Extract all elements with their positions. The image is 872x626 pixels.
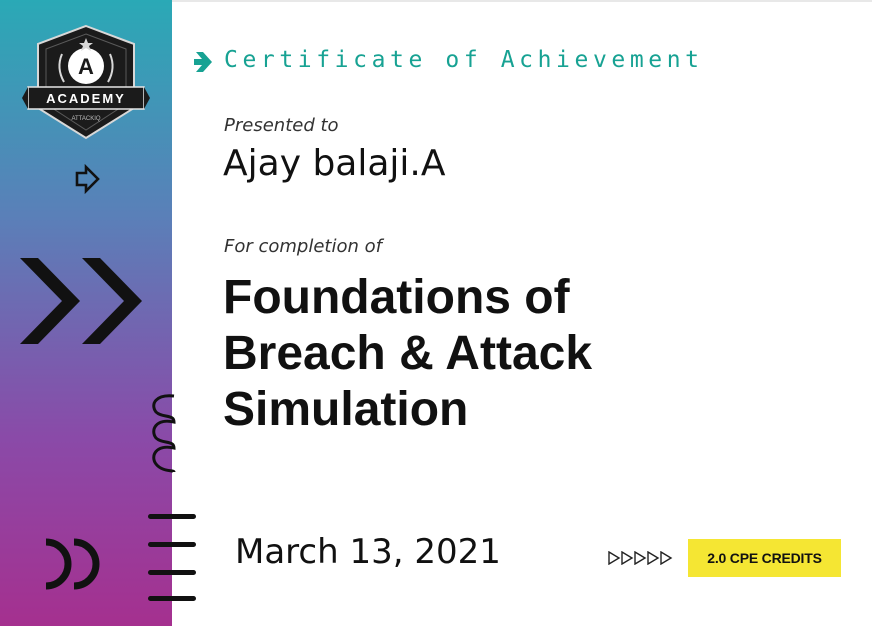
academy-logo — [22, 24, 150, 142]
presented-label: Presented to — [224, 115, 339, 136]
stacked-bars-icon — [148, 512, 198, 604]
coil-icon — [148, 392, 178, 476]
course-title-line-2: Breach & Attack — [223, 327, 593, 380]
certificate-title: Certificate of Achievement — [224, 47, 704, 73]
course-title-line-3: Simulation — [223, 383, 469, 436]
completion-date: March 13, 2021 — [235, 532, 501, 572]
double-chevron-icon — [20, 258, 152, 344]
course-title — [223, 270, 783, 438]
cpe-credits-badge: 2.0 CPE CREDITS — [688, 539, 841, 577]
top-border — [172, 0, 872, 2]
logo-letter: A — [78, 54, 94, 79]
course-title-line-1: Foundations of — [223, 271, 570, 324]
arrow-box-right-icon — [71, 164, 101, 194]
completion-label: For completion of — [224, 236, 382, 257]
triangle-arrows-icon — [608, 551, 678, 565]
double-arc-icon — [40, 538, 104, 590]
logo-brand-text: ATTACKIQ — [71, 116, 101, 122]
chevron-arrow-right-icon — [192, 50, 214, 74]
recipient-name: Ajay balaji.A — [223, 143, 446, 184]
decorative-sidebar — [0, 0, 172, 626]
logo-banner-text: ACADEMY — [46, 91, 126, 106]
